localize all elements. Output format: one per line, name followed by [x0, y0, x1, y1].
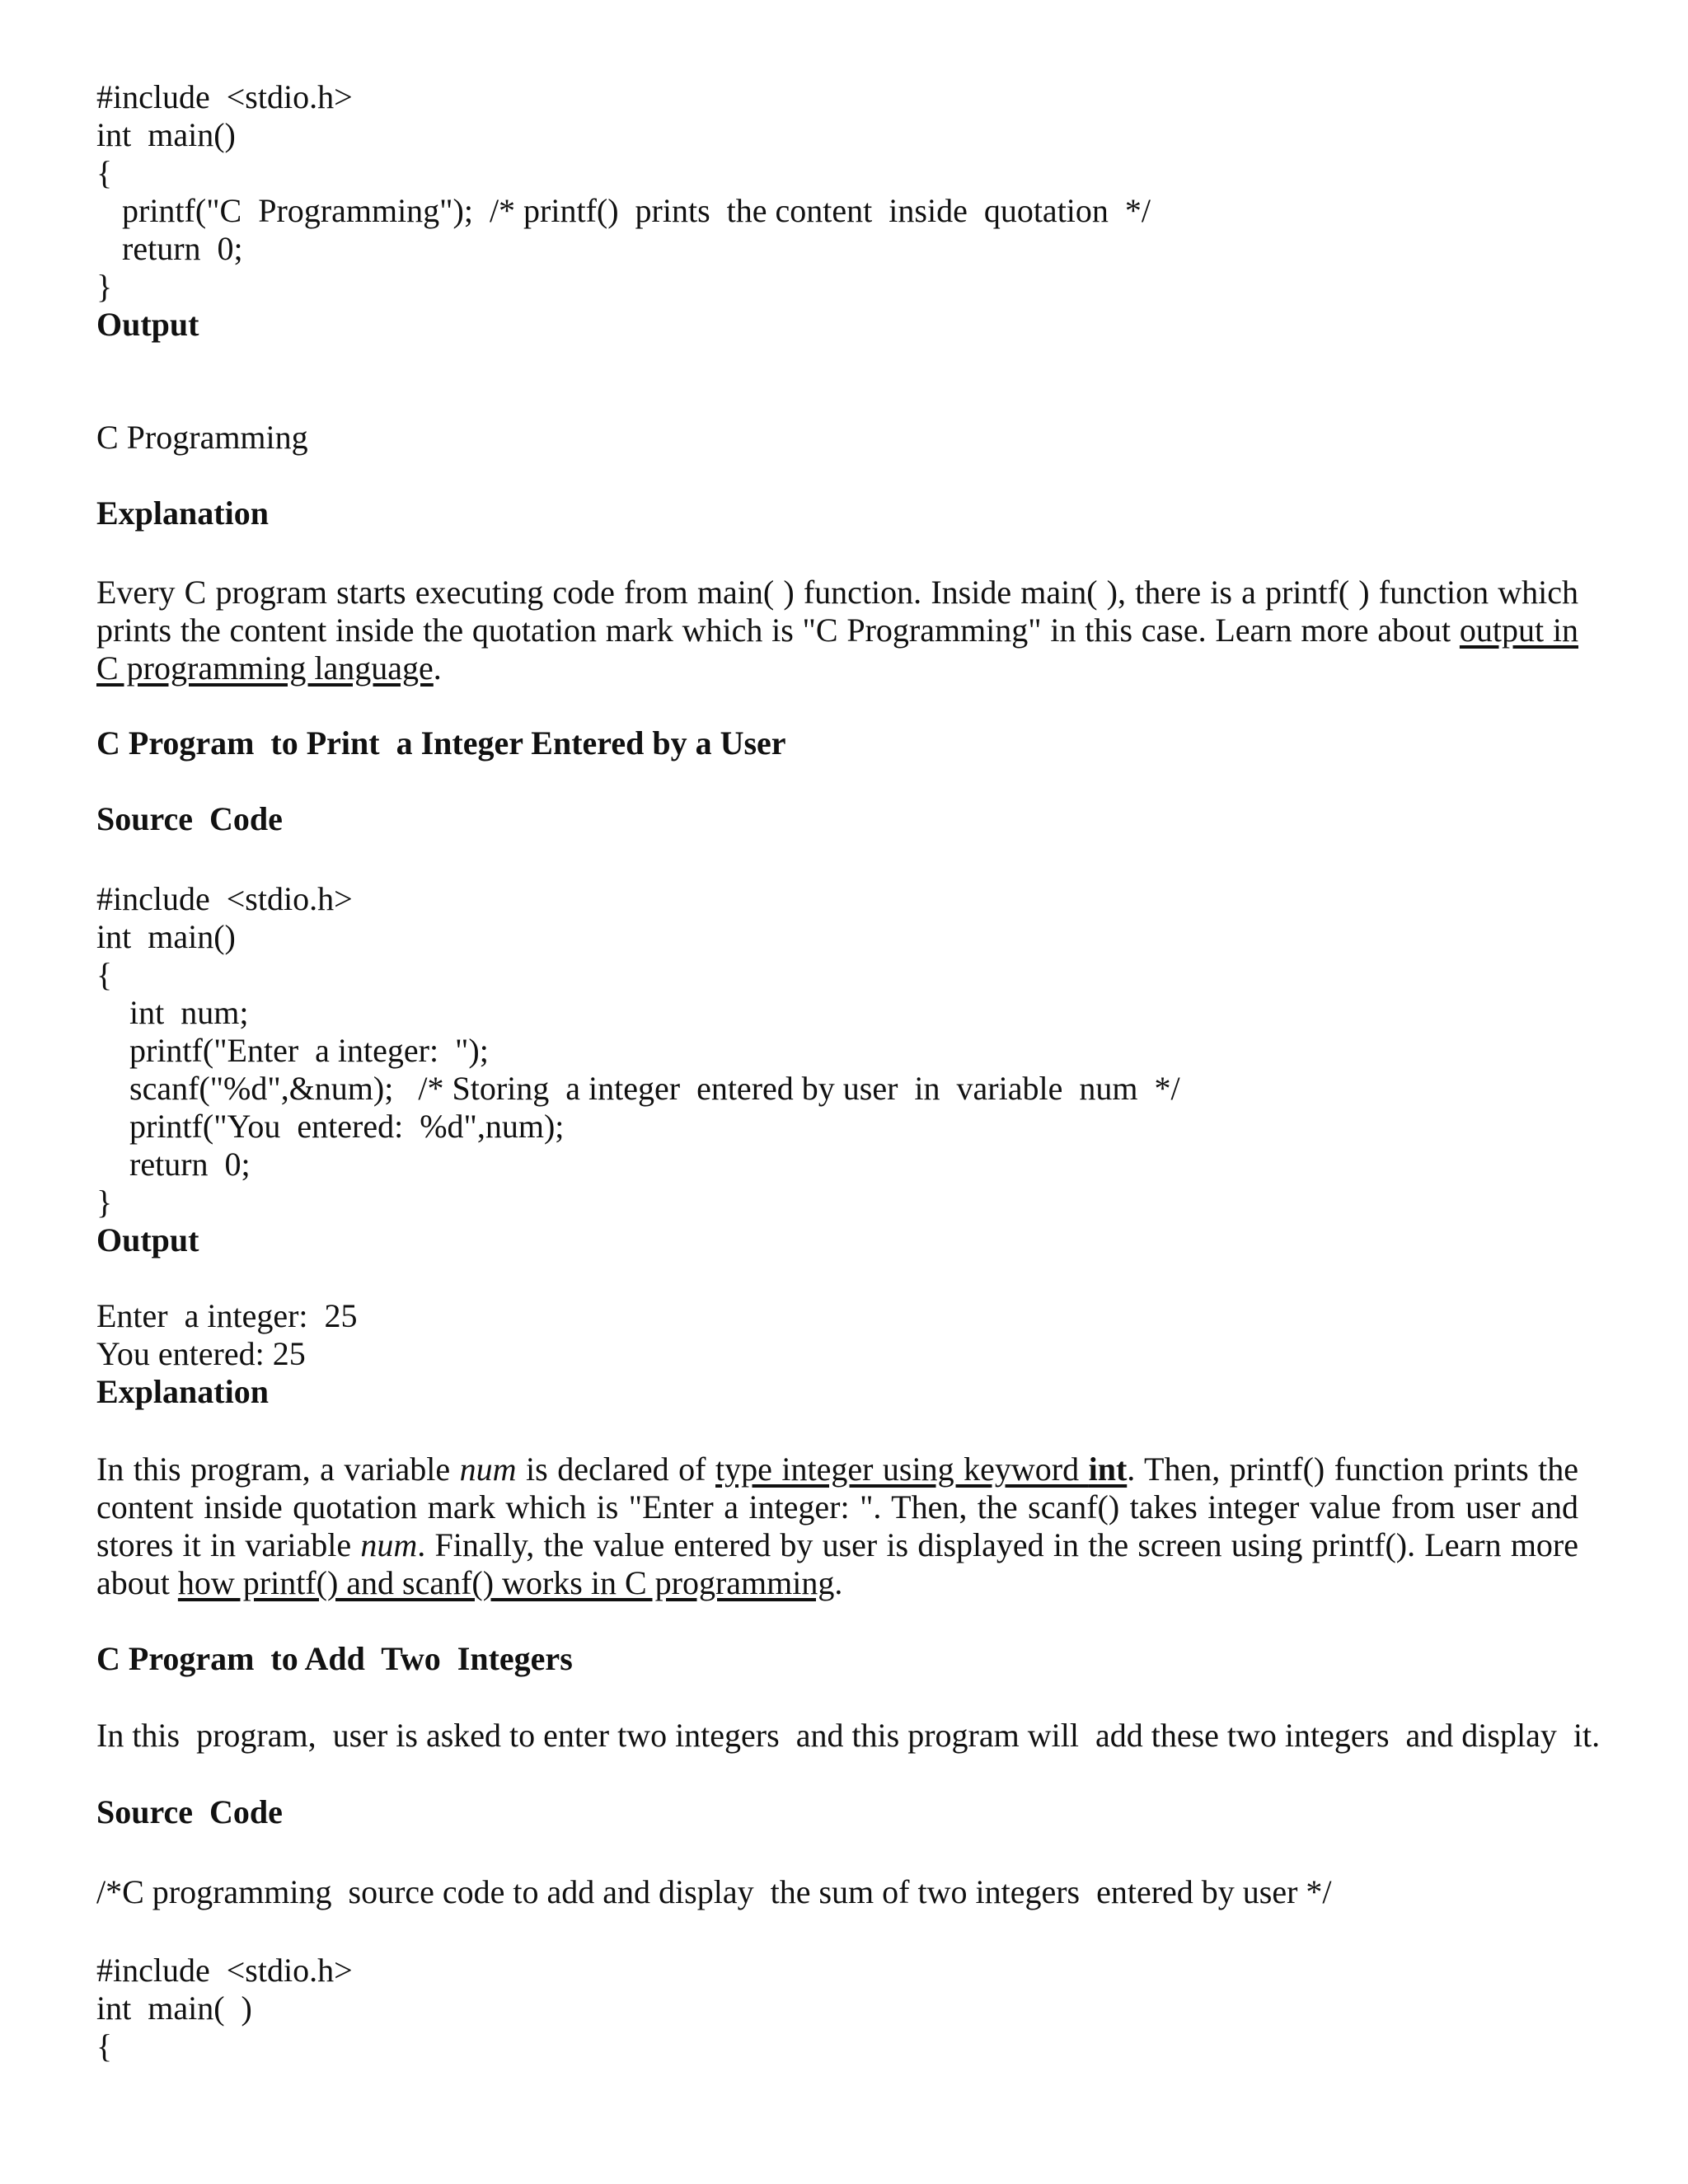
- code-line: printf("You entered: %d",num);: [129, 1108, 565, 1145]
- explanation-paragraph: [96, 574, 1578, 687]
- code-line: #include <stdio.h>: [96, 880, 353, 917]
- paragraph-line: prints the content inside the quotation mark which is "C Programming" in this case. Learn more about output in: [96, 612, 1578, 649]
- printf-scanf-link[interactable]: how printf() and scanf() works in C programming: [177, 1564, 835, 1601]
- code-comment: /*C programming source code to add and display the sum of two integers entered by user */: [96, 1873, 1332, 1910]
- output-heading: Output: [96, 306, 199, 343]
- code-line: #include <stdio.h>: [96, 78, 353, 115]
- intro-text: In this program, user is asked to enter two integers and this program will add these two integers and display it.: [96, 1717, 1601, 1754]
- code-line: printf("Enter a integer: ");: [129, 1032, 489, 1069]
- output-text: You entered: 25: [96, 1335, 306, 1372]
- paragraph-line: C programming language.: [96, 649, 442, 687]
- paragraph-line: Every C program starts executing code from main( ) function. Inside main( ), there is a printf( ) function which: [96, 574, 1578, 611]
- code-line: }: [96, 268, 113, 305]
- code-line: return 0;: [122, 230, 243, 267]
- code-line: #include <stdio.h>: [96, 1952, 353, 1989]
- code-line: {: [96, 154, 113, 191]
- code-line: int main(): [96, 918, 236, 955]
- code-line: return 0;: [129, 1146, 251, 1183]
- code-line: int main( ): [96, 1990, 252, 2027]
- output-text: C Programming: [96, 419, 308, 456]
- paragraph-line: content inside quotation mark which is "Enter a integer: ". Then, the scanf() takes integer value from user and: [96, 1488, 1578, 1526]
- paragraph-line: In this program, a variable num is declared of type integer using keyword int. Then, printf() function prints the: [96, 1451, 1579, 1488]
- code-line: int num;: [129, 994, 249, 1031]
- explanation-paragraph: [96, 1451, 1578, 1602]
- output-text: Enter a integer: 25: [96, 1297, 358, 1334]
- c-programming-language-link[interactable]: C programming language: [96, 649, 434, 687]
- code-line: printf("C Programming"); /* printf() prints the content inside quotation */: [122, 192, 1151, 229]
- section-title: C Program to Add Two Integers: [96, 1640, 573, 1677]
- code-line: }: [96, 1183, 113, 1221]
- source-code-heading: Source Code: [96, 800, 283, 837]
- type-integer-link[interactable]: type integer using keyword int: [715, 1451, 1128, 1488]
- output-heading: Output: [96, 1221, 199, 1258]
- explanation-heading: Explanation: [96, 1373, 269, 1410]
- code-line: scanf("%d",&num); /* Storing a integer entered by user in variable num */: [129, 1070, 1180, 1107]
- source-code-heading: Source Code: [96, 1793, 283, 1830]
- paragraph-line: stores it in variable num. Finally, the value entered by user is displayed in the screen using printf(). Learn more: [96, 1526, 1579, 1563]
- code-line: {: [96, 2027, 113, 2064]
- code-line: {: [96, 956, 113, 993]
- section-title: C Program to Print a Integer Entered by a User: [96, 724, 786, 762]
- code-line: int main(): [96, 116, 236, 153]
- paragraph-line: about how printf() and scanf() works in C programming.: [96, 1564, 843, 1601]
- explanation-heading: Explanation: [96, 494, 269, 532]
- output-in-link[interactable]: output in: [1459, 612, 1578, 649]
